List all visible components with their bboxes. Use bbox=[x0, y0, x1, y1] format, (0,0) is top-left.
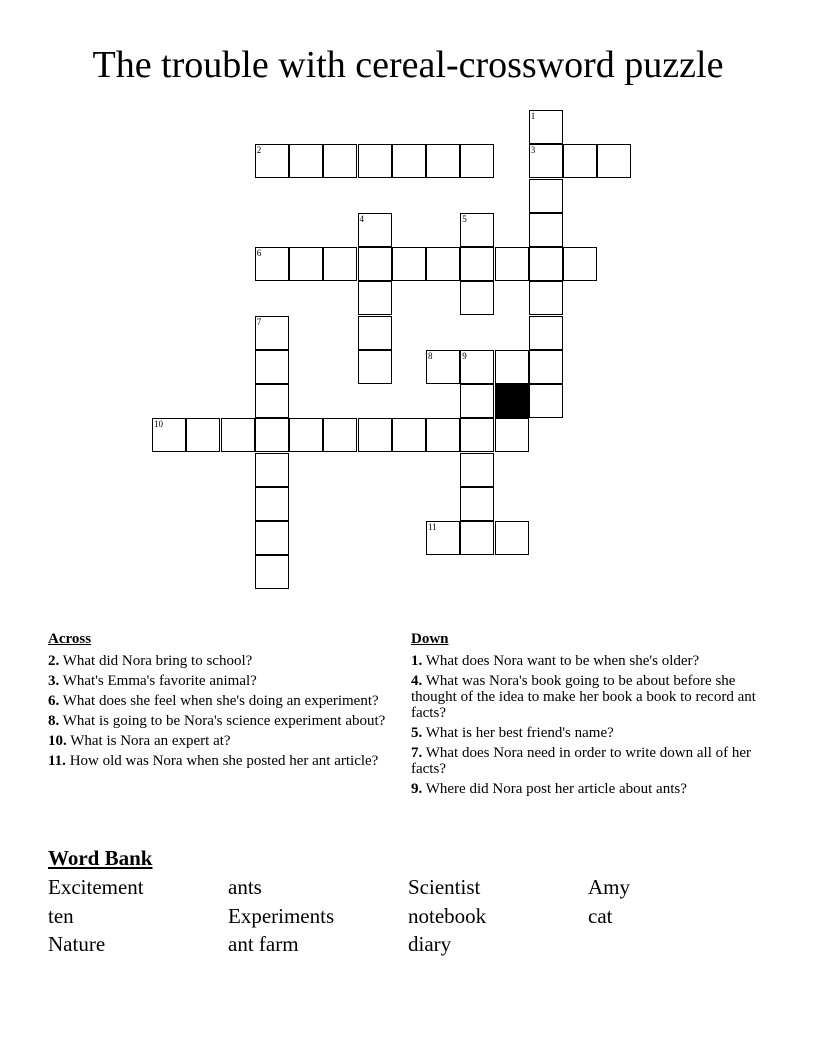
grid-cell[interactable] bbox=[392, 418, 426, 452]
clue-text: What's Emma's favorite animal? bbox=[59, 673, 257, 689]
grid-cell[interactable] bbox=[529, 247, 563, 281]
grid-cell[interactable] bbox=[289, 418, 323, 452]
down-clue bbox=[411, 673, 761, 721]
clue-text: What is her best friend's name? bbox=[422, 725, 614, 741]
clue-number: 6 bbox=[256, 248, 262, 258]
grid-cell[interactable] bbox=[289, 144, 323, 178]
grid-cell[interactable] bbox=[358, 247, 392, 281]
grid-cell[interactable] bbox=[426, 247, 460, 281]
grid-cell[interactable] bbox=[529, 179, 563, 213]
grid-cell[interactable] bbox=[460, 213, 494, 247]
puzzle-title: The trouble with cereal-crossword puzzle bbox=[92, 44, 724, 86]
across-heading: Across bbox=[48, 631, 92, 647]
word-bank-word: Nature bbox=[48, 932, 106, 956]
clue-text: Where did Nora post her article about ants? bbox=[422, 781, 687, 797]
grid-cell[interactable] bbox=[563, 247, 597, 281]
grid-cell[interactable] bbox=[152, 418, 186, 452]
word-bank-word: notebook bbox=[408, 903, 487, 928]
grid-cell[interactable] bbox=[460, 418, 494, 452]
grid-cell[interactable] bbox=[426, 350, 460, 384]
grid-cell[interactable] bbox=[323, 247, 357, 281]
grid-cell[interactable] bbox=[460, 281, 494, 315]
grid-cell[interactable] bbox=[529, 316, 563, 350]
grid-cell[interactable] bbox=[323, 418, 357, 452]
grid-cell[interactable] bbox=[289, 247, 323, 281]
clue-text: What is going to be Nora's science experiment about? bbox=[59, 713, 386, 729]
clue-number: 3. bbox=[48, 673, 60, 689]
grid-cell[interactable] bbox=[529, 384, 563, 418]
grid-cell[interactable] bbox=[460, 384, 494, 418]
grid-cell[interactable] bbox=[460, 144, 494, 178]
grid-cell[interactable] bbox=[358, 213, 392, 247]
grid-cell[interactable] bbox=[529, 213, 563, 247]
grid-cell[interactable] bbox=[495, 418, 529, 452]
grid-cell[interactable] bbox=[597, 144, 631, 178]
grid-cell[interactable] bbox=[358, 350, 392, 384]
clue-number: 5 bbox=[462, 213, 467, 224]
word-bank-word: Experiments bbox=[228, 903, 335, 928]
down-clue bbox=[411, 653, 761, 669]
clue-number: 4 bbox=[359, 213, 364, 224]
grid-cell[interactable] bbox=[460, 350, 494, 384]
across-clues bbox=[48, 631, 398, 773]
grid-cell[interactable] bbox=[255, 418, 289, 452]
word-bank-word: Amy bbox=[588, 875, 630, 899]
clue-number: 10. bbox=[48, 733, 67, 749]
word-bank-word: ant farm bbox=[228, 932, 299, 956]
grid-cell[interactable] bbox=[255, 144, 289, 178]
word-bank-word: ten bbox=[48, 903, 74, 928]
clue-text: What is Nora an expert at? bbox=[66, 733, 231, 749]
grid-cell[interactable] bbox=[460, 247, 494, 281]
across-clue bbox=[48, 713, 398, 729]
clue-text: What did Nora bring to school? bbox=[59, 653, 253, 669]
grid-cell[interactable] bbox=[495, 521, 529, 555]
grid-cell[interactable] bbox=[495, 350, 529, 384]
word-bank-word: diary bbox=[408, 932, 452, 956]
clue-number: 7 bbox=[256, 316, 262, 327]
down-clue bbox=[411, 781, 761, 797]
clue-number: 11 bbox=[428, 522, 437, 532]
grid-cell[interactable] bbox=[460, 453, 494, 487]
clue-number: 8 bbox=[428, 350, 433, 361]
grid-cell[interactable] bbox=[255, 521, 289, 555]
grid-cell[interactable] bbox=[358, 316, 392, 350]
grid-cell[interactable] bbox=[495, 247, 529, 281]
grid-cell[interactable] bbox=[460, 487, 494, 521]
clue-number: 2 bbox=[256, 145, 262, 156]
clue-text: What was Nora's book going to be about before she thought of the idea to make her book a book to record ant facts? bbox=[411, 673, 756, 721]
word-bank-word: Scientist bbox=[408, 875, 481, 899]
down-clue bbox=[411, 745, 761, 777]
clue-number: 6. bbox=[48, 693, 60, 709]
clue-number: 5. bbox=[411, 725, 423, 741]
grid-cell[interactable] bbox=[426, 418, 460, 452]
grid-cell[interactable] bbox=[426, 144, 460, 178]
grid-cell[interactable] bbox=[255, 316, 289, 350]
clue-number: 7. bbox=[411, 745, 423, 761]
grid-cell[interactable] bbox=[255, 350, 289, 384]
grid-cell[interactable] bbox=[529, 281, 563, 315]
clue-text: What does Nora need in order to write down all of her facts? bbox=[411, 745, 752, 777]
grid-cell[interactable] bbox=[186, 418, 220, 452]
grid-cell[interactable] bbox=[221, 418, 255, 452]
grid-cell[interactable] bbox=[426, 521, 460, 555]
grid-cell[interactable] bbox=[392, 247, 426, 281]
across-clue bbox=[48, 693, 398, 709]
down-heading: Down bbox=[411, 631, 449, 647]
grid-cell[interactable] bbox=[460, 521, 494, 555]
grid-cell[interactable] bbox=[529, 350, 563, 384]
clue-number: 1. bbox=[411, 653, 423, 669]
clue-text: What does Nora want to be when she's older? bbox=[422, 653, 700, 669]
word-bank-heading: Word Bank bbox=[48, 846, 153, 870]
clue-number: 2. bbox=[48, 653, 60, 669]
grid-cell[interactable] bbox=[529, 144, 563, 178]
across-clue bbox=[48, 653, 398, 669]
word-bank-word: ants bbox=[228, 875, 262, 899]
across-clue bbox=[48, 753, 398, 769]
grid-cell[interactable] bbox=[358, 418, 392, 452]
word-bank-word: cat bbox=[588, 903, 613, 928]
grid-cell[interactable] bbox=[392, 144, 426, 178]
clue-number: 11. bbox=[48, 753, 66, 769]
clue-number: 8. bbox=[48, 713, 60, 729]
grid-cell[interactable] bbox=[563, 144, 597, 178]
clue-number: 3 bbox=[530, 145, 536, 156]
grid-cell[interactable] bbox=[358, 144, 392, 178]
down-clues bbox=[411, 631, 761, 801]
grid-cell[interactable] bbox=[255, 453, 289, 487]
grid-cell[interactable] bbox=[255, 487, 289, 521]
across-clue bbox=[48, 733, 398, 749]
clue-number: 4. bbox=[411, 673, 423, 689]
clue-number: 9. bbox=[411, 781, 423, 797]
grid-cell[interactable] bbox=[529, 110, 563, 144]
clue-number: 1 bbox=[530, 111, 536, 121]
clue-text: How old was Nora when she posted her ant article? bbox=[65, 753, 379, 769]
grid-cell-blocked bbox=[495, 384, 529, 418]
grid-cell[interactable] bbox=[255, 247, 289, 281]
clue-number: 9 bbox=[462, 350, 467, 361]
clue-text: What does she feel when she's doing an experiment? bbox=[59, 693, 379, 709]
grid-cell[interactable] bbox=[255, 555, 289, 589]
down-clue bbox=[411, 725, 761, 741]
word-bank-word: Excitement bbox=[48, 875, 144, 899]
across-clue bbox=[48, 673, 398, 689]
grid-cell[interactable] bbox=[358, 281, 392, 315]
grid-cell[interactable] bbox=[255, 384, 289, 418]
grid-cell[interactable] bbox=[323, 144, 357, 178]
clue-number: 10 bbox=[154, 419, 163, 430]
